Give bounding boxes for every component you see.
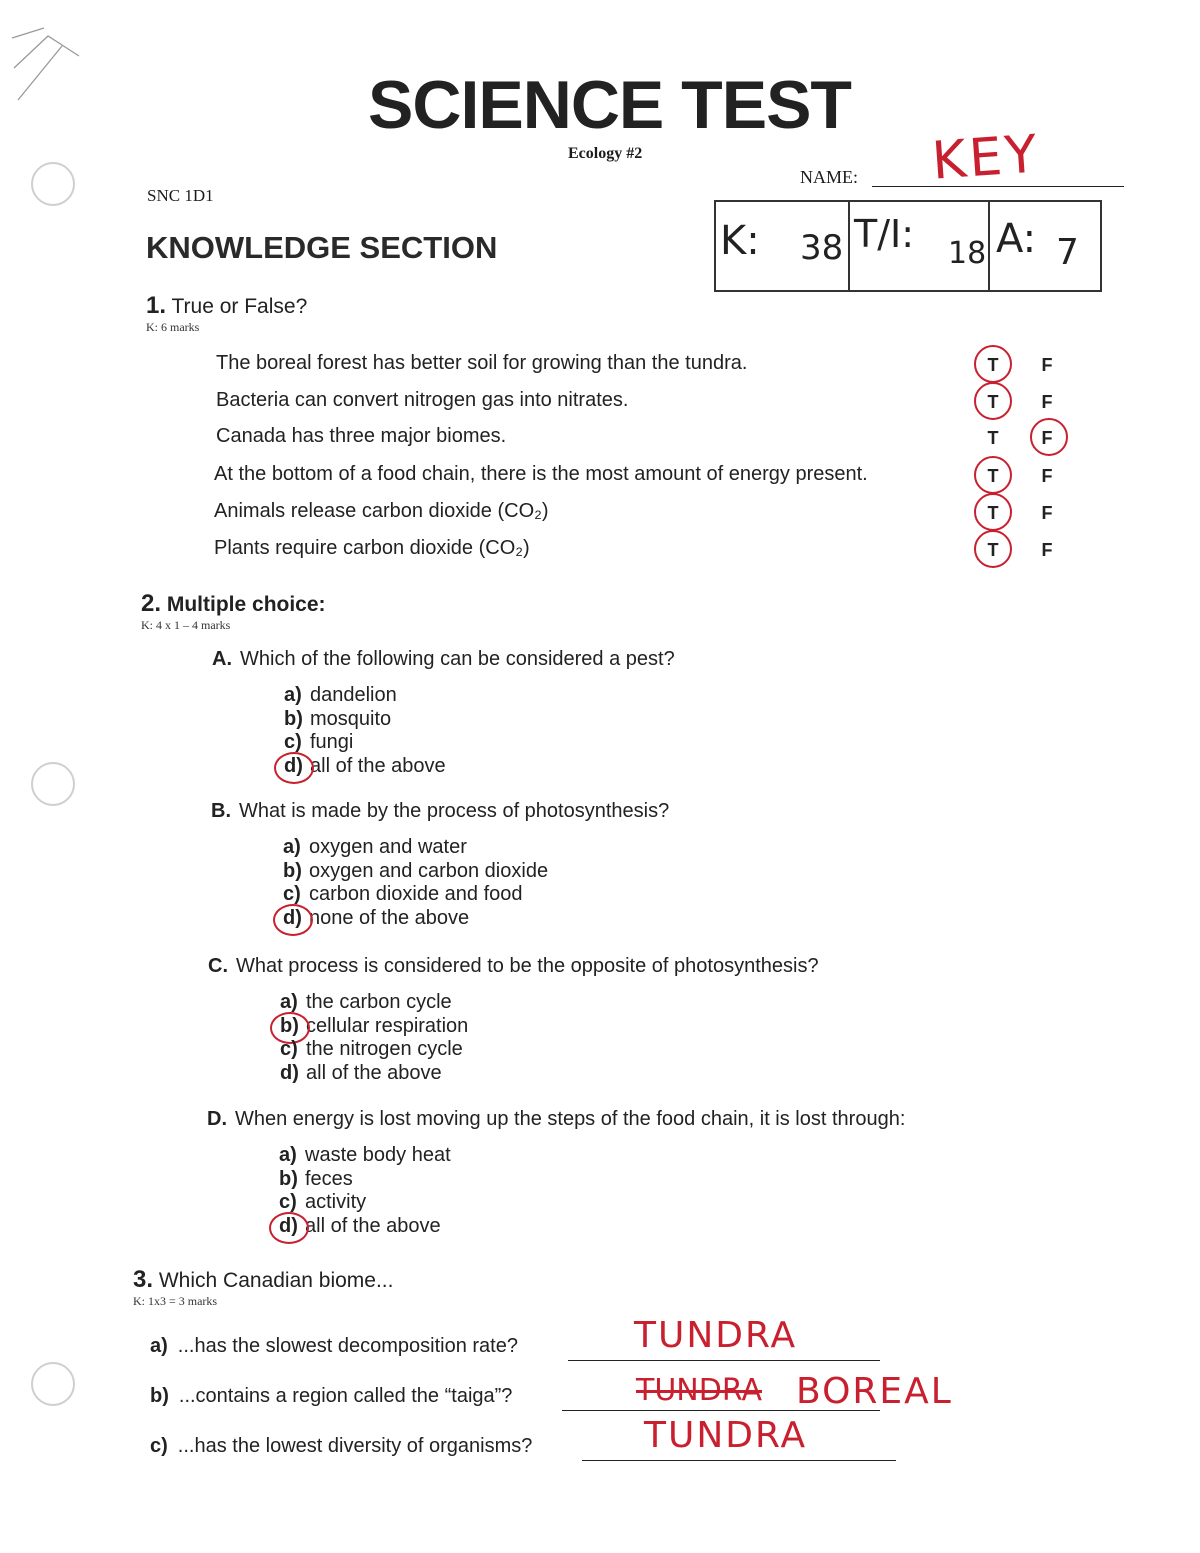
mc-option-key: d) — [279, 1214, 298, 1237]
section-title: KNOWLEDGE SECTION — [146, 230, 498, 265]
score-ti-label: T/I: — [854, 212, 915, 256]
mc-option-text: all of the above — [310, 754, 446, 777]
mc-option[interactable] — [280, 1038, 463, 1061]
false-option[interactable]: F — [1041, 540, 1053, 560]
tf-statement: Animals release carbon dioxide (CO₂) — [214, 500, 549, 522]
q3-number: 3. — [133, 1266, 154, 1293]
short-answer-text: ...has the lowest diversity of organisms? — [177, 1435, 533, 1457]
score-k-label: K: — [720, 218, 760, 264]
answer-circle — [974, 456, 1012, 494]
q2-number: 2. — [141, 590, 162, 617]
mc-option-text: oxygen and water — [309, 836, 467, 858]
mc-question — [212, 648, 675, 671]
punch-hole — [31, 1362, 75, 1406]
pencil-scribble — [4, 18, 84, 108]
answer-circle — [974, 530, 1012, 568]
mc-option[interactable] — [279, 1191, 366, 1214]
mc-option-text: none of the above — [309, 906, 470, 929]
mc-option-text: carbon dioxide and food — [309, 883, 523, 905]
short-answer-value: TUNDRA — [644, 1415, 808, 1456]
q1-marks: K: 6 marks — [146, 320, 200, 334]
mc-question — [211, 800, 669, 823]
q1-number: 1. — [146, 292, 167, 319]
test-subtitle: Ecology #2 — [568, 145, 643, 162]
short-answer-text: ...contains a region called the “taiga”? — [178, 1385, 513, 1407]
short-answer-value: TUNDRA — [634, 1315, 798, 1356]
mc-question-text: When energy is lost moving up the steps of the food chain, it is lost through: — [235, 1108, 906, 1130]
answer-circle — [273, 904, 313, 936]
mc-option[interactable] — [284, 708, 391, 731]
short-answer-key: c) — [150, 1435, 168, 1457]
mc-option-text: oxygen and carbon dioxide — [309, 859, 549, 882]
mc-option[interactable] — [283, 836, 467, 859]
mc-option-text: fungi — [310, 731, 354, 753]
mc-option-key: c) — [284, 731, 302, 753]
answer-circle — [974, 345, 1012, 383]
score-a-value: 7 — [1056, 232, 1079, 273]
true-option[interactable]: T — [987, 540, 999, 560]
mc-question-text: Which of the following can be considered a pest? — [240, 648, 675, 670]
false-option[interactable]: F — [1041, 503, 1053, 523]
mc-option-text: the carbon cycle — [306, 991, 452, 1013]
false-option[interactable]: F — [1041, 392, 1053, 412]
tf-statement: Bacteria can convert nitrogen gas into nitrates. — [216, 389, 629, 411]
mc-option-key: d) — [280, 1061, 299, 1084]
mc-option-text: cellular respiration — [306, 1014, 469, 1037]
mc-option-text: activity — [305, 1191, 367, 1213]
mc-option-text: dandelion — [310, 684, 397, 706]
tf-statement: Canada has three major biomes. — [216, 425, 507, 447]
q1-heading — [146, 292, 307, 320]
mc-question — [207, 1108, 905, 1131]
mc-question-text: What is made by the process of photosynthesis? — [239, 800, 670, 822]
short-answer-value: BOREAL — [796, 1371, 953, 1412]
mc-option[interactable] — [284, 684, 397, 707]
false-option[interactable]: F — [1041, 466, 1053, 486]
mc-option-key: b) — [284, 707, 303, 730]
q2-heading — [141, 590, 326, 618]
short-answer-key: b) — [150, 1385, 169, 1407]
answer-circle — [974, 382, 1012, 420]
mc-option-key: b) — [279, 1167, 298, 1190]
mc-option-text: feces — [305, 1167, 353, 1190]
tf-statement: The boreal forest has better soil for growing than the tundra. — [216, 352, 748, 374]
answer-line — [582, 1460, 896, 1461]
mc-option[interactable] — [280, 1062, 442, 1085]
mc-option-text: the nitrogen cycle — [306, 1038, 463, 1060]
mc-option-key: c) — [280, 1038, 298, 1060]
name-label: NAME: — [800, 167, 858, 187]
short-answer-question — [150, 1335, 518, 1358]
q3-heading — [133, 1266, 393, 1294]
mc-option[interactable] — [279, 1144, 451, 1167]
mc-option-key: b) — [280, 1014, 299, 1037]
short-answer-text: ...has the slowest decomposition rate? — [177, 1335, 518, 1357]
mc-question-letter: C. — [208, 955, 228, 977]
q3-marks: K: 1x3 = 3 marks — [133, 1294, 218, 1308]
tf-statement: Plants require carbon dioxide (CO₂) — [214, 537, 530, 559]
mc-option-key: b) — [283, 859, 302, 882]
mc-option-text: all of the above — [305, 1214, 441, 1237]
true-option[interactable]: T — [987, 355, 999, 375]
false-option[interactable]: F — [1041, 428, 1053, 448]
mc-option-key: a) — [279, 1144, 297, 1166]
punch-hole — [31, 162, 75, 206]
true-option[interactable]: T — [987, 503, 999, 523]
mc-option[interactable] — [284, 731, 353, 754]
punch-hole — [31, 762, 75, 806]
false-option[interactable]: F — [1041, 355, 1053, 375]
mc-option-key: c) — [279, 1191, 297, 1213]
score-k-value: 38 — [800, 228, 844, 268]
answer-line — [568, 1360, 880, 1361]
mc-option-key: a) — [280, 991, 298, 1013]
score-ti-value: 18 — [948, 236, 987, 271]
short-answer-question — [150, 1385, 512, 1408]
mc-option[interactable] — [283, 883, 523, 906]
true-option[interactable]: T — [987, 466, 999, 486]
short-answer-key: a) — [150, 1335, 168, 1357]
mc-option-text: mosquito — [310, 707, 392, 730]
page-title: SCIENCE TEST — [368, 67, 851, 143]
mc-question-letter: D. — [207, 1108, 227, 1130]
tf-statement: At the bottom of a food chain, there is the most amount of energy present. — [214, 463, 868, 485]
q2-marks: K: 4 x 1 – 4 marks — [141, 618, 231, 632]
answer-circle — [269, 1212, 309, 1244]
course-code: SNC 1D1 — [147, 186, 214, 205]
mc-option-key: d) — [284, 754, 303, 777]
mc-option[interactable] — [283, 860, 548, 883]
mc-question-letter: B. — [211, 800, 231, 822]
mc-option[interactable] — [279, 1168, 353, 1191]
mc-option-text: all of the above — [306, 1061, 442, 1084]
mc-option-key: c) — [283, 883, 301, 905]
score-a-label: A: — [996, 216, 1037, 262]
mc-option-key: a) — [284, 684, 302, 706]
q1-title: True or False? — [171, 295, 308, 318]
mc-option[interactable] — [280, 991, 452, 1014]
short-answer-question — [150, 1435, 532, 1458]
q3-title: Which Canadian biome... — [158, 1269, 394, 1292]
mc-question-text: What process is considered to be the opposite of photosynthesis? — [236, 955, 819, 977]
true-option[interactable]: T — [987, 428, 999, 448]
mc-question-letter: A. — [212, 648, 232, 670]
mc-question — [208, 955, 819, 978]
true-option[interactable]: T — [987, 392, 999, 412]
mc-option-key: a) — [283, 836, 301, 858]
answer-circle — [274, 752, 314, 784]
score-box — [714, 200, 1102, 292]
name-value: KEY — [930, 124, 1042, 192]
mc-option-key: d) — [283, 906, 302, 929]
crossed-out-answer: TUNDRA — [636, 1373, 762, 1408]
q2-title: Multiple choice: — [166, 593, 326, 616]
answer-circle — [974, 493, 1012, 531]
mc-option-text: waste body heat — [305, 1144, 451, 1166]
answer-circle — [1030, 418, 1068, 456]
